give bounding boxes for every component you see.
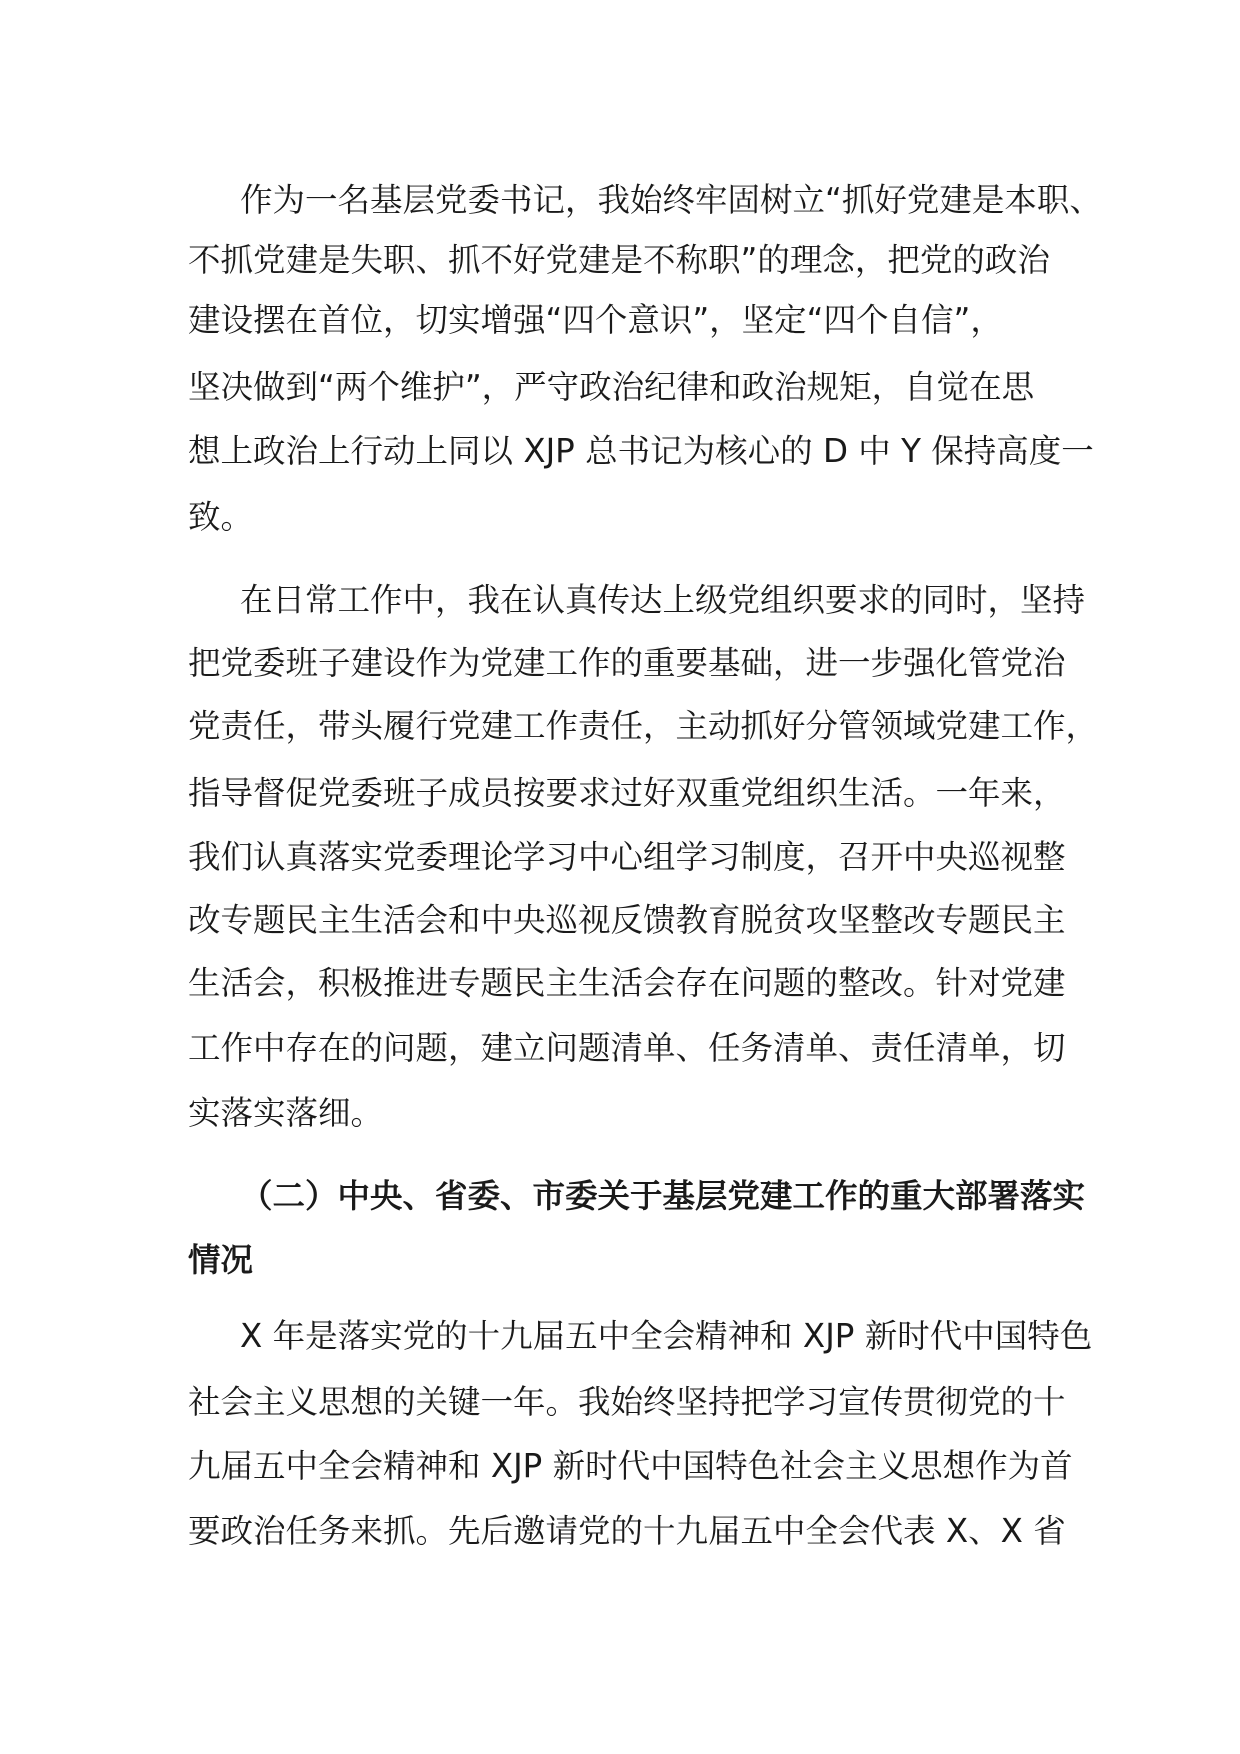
text-line: 工作中存在的问题，建立问题清单、任务清单、责任清单，切 xyxy=(188,1029,1066,1067)
text-line: 致。 xyxy=(188,498,254,536)
text-line: 想上政治上行动上同以 XJP 总书记为核心的 D 中 Y 保持高度一 xyxy=(188,432,1094,470)
text-line: 坚决做到“两个维护”，严守政治纪律和政治规矩，自觉在思 xyxy=(188,368,1035,406)
text-line: X 年是落实党的十九届五中全会精神和 XJP 新时代中国特色 xyxy=(240,1317,1093,1355)
text-line: 指导督促党委班子成员按要求过好双重党组织生活。一年来， xyxy=(188,774,1066,812)
text-line: 把党委班子建设作为党建工作的重要基础，进一步强化管党治 xyxy=(188,644,1066,682)
heading-line: 情况 xyxy=(188,1241,254,1279)
text-line: 在日常工作中，我在认真传达上级党组织要求的同时，坚持 xyxy=(240,581,1086,619)
text-line: 我们认真落实党委理论学习中心组学习制度，召开中央巡视整 xyxy=(188,838,1066,876)
text-line: 要政治任务来抓。先后邀请党的十九届五中全会代表 X、X 省 xyxy=(188,1512,1066,1550)
text-line: 社会主义思想的关键一年。我始终坚持把学习宣传贯彻党的十 xyxy=(188,1383,1066,1421)
text-line: 改专题民主生活会和中央巡视反馈教育脱贫攻坚整改专题民主 xyxy=(188,901,1066,939)
text-line: 党责任，带头履行党建工作责任，主动抓好分管领域党建工作， xyxy=(188,707,1099,745)
text-line: 作为一名基层党委书记，我始终牢固树立“抓好党建是本职、 xyxy=(240,181,1102,219)
text-line: 九届五中全会精神和 XJP 新时代中国特色社会主义思想作为首 xyxy=(188,1447,1073,1485)
text-line: 不抓党建是失职、抓不好党建是不称职”的理念，把党的政治 xyxy=(188,241,1050,279)
text-line: 建设摆在首位，切实增强“四个意识”，坚定“四个自信”， xyxy=(188,301,1003,339)
heading-line: （二）中央、省委、市委关于基层党建工作的重大部署落实 xyxy=(240,1177,1086,1215)
text-line: 实落实落细。 xyxy=(188,1094,384,1132)
text-line: 生活会，积极推进专题民主生活会存在问题的整改。针对党建 xyxy=(188,964,1066,1002)
